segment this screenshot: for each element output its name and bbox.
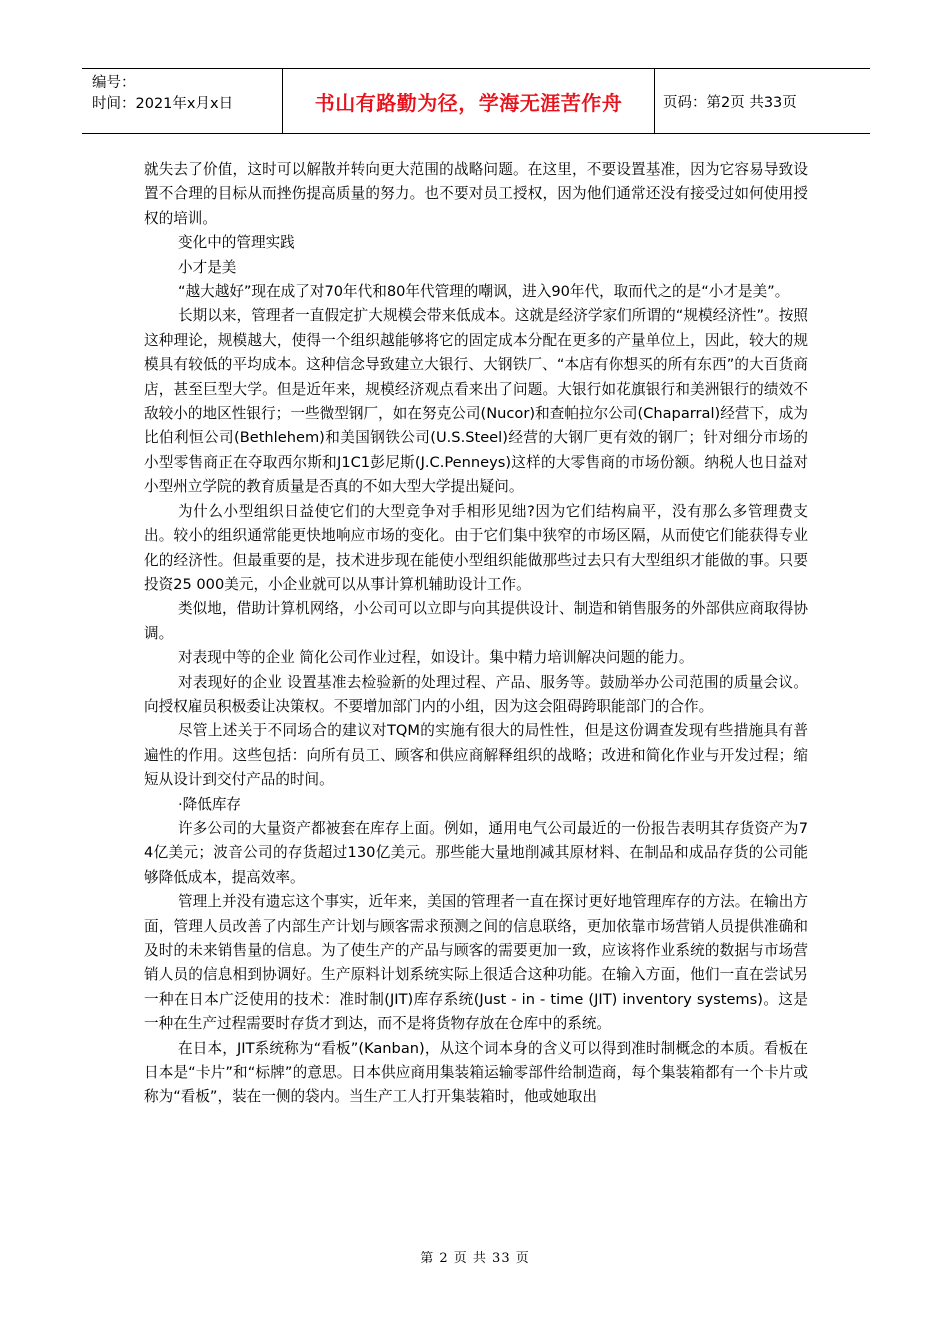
section-heading: 变化中的管理实践 (178, 234, 295, 252)
header-meta-cell (82, 69, 283, 133)
paragraph: 在日本，JIT系统称为“看板”(Kanban)，从这个词本身的含义可以得到准时制概念的本质。看板在日本是“卡片”和“标牌”的意思。日本供应商用集装箱运输零部件给制造商，每个集装箱都有一个卡片或称为“看板”，装在一侧的袋内。当生产工人打开集装箱时，他或她取出 (144, 1039, 808, 1106)
subsection-heading: 小才是美 (178, 258, 237, 276)
header-motto-cell (283, 69, 655, 133)
paragraph: 对表现中等的企业 简化公司作业过程，如设计。集中精力培训解决问题的能力。 (178, 649, 694, 667)
paragraph: 类似地，借助计算机网络，小公司可以立即与向其提供设计、制造和销售服务的外部供应商取得协调。 (144, 600, 808, 642)
page-footer: 第 2 页 共 33 页 (420, 1251, 530, 1266)
document-date-label: 时间：2021年x月x日 (92, 96, 234, 112)
paragraph: 许多公司的大量资产都被套在库存上面。例如，通用电气公司最近的一份报告表明其存货资产为74亿美元；波音公司的存货超过130亿美元。那些能大量地削减其原材料、在制品和成品存货的公司能够降低成本，提高效率。 (144, 819, 808, 886)
paragraph: 尽管上述关于不同场合的建议对TQM的实施有很大的局性性，但是这份调查发现有些措施具有普遍性的作用。这些包括：向所有员工、顾客和供应商解释组织的战略；改进和简化作业与开发过程；缩短从设计到交付产品的时间。 (144, 722, 808, 789)
paragraph: 就失去了价值，这时可以解散并转向更大范围的战略问题。在这里，不要设置基准，因为它容易导致设置不合理的目标从而挫伤提高质量的努力。也不要对员工授权，因为他们通常还没有接受过如何使用授权的培训。 (144, 161, 808, 227)
paragraph: 对表现好的企业 设置基准去检验新的处理过程、产品、服务等。鼓励举办公司范围的质量会议。向授权雇员积极委让决策权。不要增加部门内的小组，因为这会阻碍跨职能部门的合作。 (144, 673, 808, 715)
paragraph: 长期以来，管理者一直假定扩大规模会带来低成本。这就是经济学家们所谓的“规模经济性”。按照这种理论，规模越大，使得一个组织越能够将它的固定成本分配在更多的产量单位上，因此，较大的规模具有较低的平均成本。这种信念导致建立大银行、大钢铁厂、“本店有你想买的所有东西”的大百货商店，甚至巨型大学。但是近年来，规模经济观点看来出了问题。大银行如花旗银行和美洲银行的绩效不敌较小的地区性银行；一些微型钢厂，如在努克公司(Nucor)和查帕拉尔公司(Chaparral)经营下，成为比伯利恒公司(Bethlehem)和美国钢铁公司(U.S.Steel)经营的大钢厂更有效的钢厂；针对细分市场的小型零售商正在夺取西尔斯和J1C1彭尼斯(J.C.Penneys)这样的大零售商的市场份额。纳税人也日益对小型州立学院的教育质量是否真的不如大型大学提出疑问。 (144, 307, 808, 496)
paragraph: 管理上并没有遗忘这个事实，近年来，美国的管理者一直在探讨更好地管理库存的方法。在输出方面，管理人员改善了内部生产计划与顾客需求预测之间的信息联络，更加依靠市场营销人员提供准确和及时的未来销售量的信息。为了使生产的产品与顾客的需要更加一致，应该将作业系统的数据与市场营销人员的信息相到协调好。生产原料计划系统实际上很适合这种功能。在输入方面，他们一直在尝试另一种在日本广泛使用的技术：准时制(JIT)库存系统(Just - in - time (JIT) inventory systems)。这是一种在生产过程需要时存货才到达，而不是将货物存放在仓库中的系统。 (144, 893, 808, 1033)
header-page-cell (655, 69, 870, 133)
document-header (82, 68, 870, 134)
document-number-label: 编号： (92, 75, 136, 91)
bullet-heading: ·降低库存 (178, 795, 242, 813)
header-page-info: 页码：第2页 共33页 (663, 94, 797, 111)
paragraph: 为什么小型组织日益使它们的大型竞争对手相形见绌?因为它们结构扁平，没有那么多管理费支出。较小的组织通常能更快地响应市场的变化。由于它们集中狭窄的市场区隔，从而使它们能获得专业化的经济性。但最重要的是，技术进步现在能使小型组织能做那些过去只有大型组织才能做的事。只要投资25 000美元，小企业就可以从事计算机辅助设计工作。 (144, 502, 808, 593)
header-motto: 书山有路勤为径，学海无涯苦作舟 (314, 90, 623, 115)
paragraph: “越大越好”现在成了对70年代和80年代管理的嘲讽，进入90年代，取而代之的是“小才是美”。 (178, 283, 790, 301)
document-body (144, 158, 808, 1110)
